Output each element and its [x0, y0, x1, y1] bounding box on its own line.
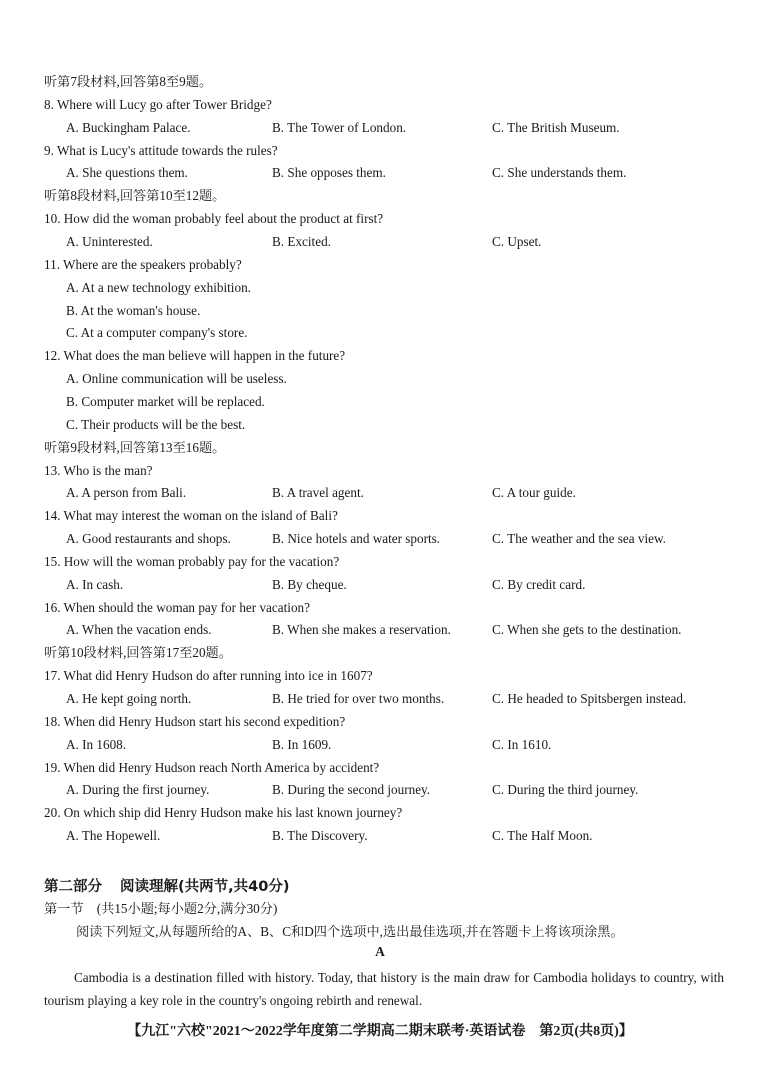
question-stem: 13. Who is the man? — [44, 462, 153, 478]
option-a: A. A person from Bali. — [66, 485, 187, 501]
section-one-heading: 第一节 (共15小题;每小题2分,满分30分) — [44, 901, 278, 916]
option-c: C. In 1610. — [492, 736, 552, 752]
option-a: A. Good restaurants and shops. — [66, 531, 231, 546]
option-a: A. In cash. — [66, 576, 124, 592]
option-a: A. Uninterested. — [66, 234, 153, 249]
option-a: A. Buckingham Palace. — [66, 119, 191, 135]
option-b: B. The Discovery. — [272, 828, 368, 844]
option-b: B. She opposes them. — [272, 165, 386, 181]
option-a: A. In 1608. — [66, 736, 127, 752]
passage-heading: A — [375, 944, 385, 959]
option: C. At a computer company's store. — [66, 325, 248, 341]
part-two-label: 第二部分 — [44, 879, 102, 895]
question-stem: 11. Where are the speakers probably? — [44, 256, 242, 272]
option-b: B. The Tower of London. — [272, 119, 407, 135]
passage-text: Cambodia is a destination filled with history. Today, that history is the main draw for Cambodia holidays to country, with tourism playing a key role in the country's ongoing rebirth and renewal. — [44, 970, 724, 1008]
question-stem: 8. Where will Lucy go after Tower Bridge? — [44, 96, 272, 112]
question-stem: 15. How will the woman probably pay for the vacation? — [44, 553, 340, 569]
question-stem: 18. When did Henry Hudson start his second expedition? — [44, 713, 346, 729]
option-c: C. He headed to Spitsbergen instead. — [492, 691, 687, 706]
question-stem: 10. How did the woman probably feel about the product at first? — [44, 211, 384, 227]
question-stem: 20. On which ship did Henry Hudson make his last known journey? — [44, 805, 403, 821]
option-a: A. When the vacation ends. — [66, 622, 212, 638]
option: B. Computer market will be replaced. — [66, 393, 265, 409]
part-two-title: 阅读理解(共两节,共40分) — [120, 879, 290, 895]
option-a: A. He kept going north. — [66, 691, 192, 706]
part-two-heading — [44, 875, 289, 896]
option-b: B. Excited. — [272, 234, 331, 249]
option-c: C. The Half Moon. — [492, 828, 593, 844]
reading-instructions: 阅读下列短文,从每题所给的A、B、C和D四个选项中,选出最佳选项,并在答题卡上将该项涂黑。 — [76, 924, 624, 939]
option-c: C. The weather and the sea view. — [492, 531, 666, 546]
option-a: A. During the first journey. — [66, 782, 210, 798]
option-c: C. During the third journey. — [492, 782, 639, 798]
question-stem: 9. What is Lucy's attitude towards the rules? — [44, 142, 278, 158]
question-stem: 14. What may interest the woman on the island of Bali? — [44, 508, 338, 524]
section-heading: 听第9段材料,回答第13至16题。 — [44, 439, 226, 455]
option: A. Online communication will be useless. — [66, 371, 287, 387]
option-b: B. By cheque. — [272, 576, 347, 592]
option: A. At a new technology exhibition. — [66, 279, 251, 295]
option-b: B. When she makes a reservation. — [272, 622, 451, 638]
option-c: C. A tour guide. — [492, 485, 576, 501]
question-stem: 17. What did Henry Hudson do after running into ice in 1607? — [44, 668, 373, 684]
option-b: B. Nice hotels and water sports. — [272, 531, 441, 546]
option-c: C. She understands them. — [492, 165, 627, 181]
question-stem: 16. When should the woman pay for her vacation? — [44, 599, 310, 615]
section-heading: 听第10段材料,回答第17至20题。 — [44, 645, 232, 661]
option-c: C. When she gets to the destination. — [492, 622, 682, 638]
option-c: C. Upset. — [492, 234, 542, 249]
option-b: B. During the second journey. — [272, 782, 431, 798]
section-heading: 听第7段材料,回答第8至9题。 — [44, 74, 213, 89]
option-b: B. In 1609. — [272, 736, 332, 752]
section-heading: 听第8段材料,回答第10至12题。 — [44, 188, 226, 204]
option-b: B. He tried for over two months. — [272, 691, 445, 706]
option-c: C. By credit card. — [492, 576, 586, 592]
option-a: A. The Hopewell. — [66, 828, 161, 844]
option-b: B. A travel agent. — [272, 485, 364, 501]
question-stem: 12. What does the man believe will happen in the future? — [44, 348, 346, 364]
option-c: C. The British Museum. — [492, 119, 620, 135]
question-stem: 19. When did Henry Hudson reach North America by accident? — [44, 759, 380, 775]
page-footer: 【九江"六校"2021～2022学年度第二学期高二期末联考·英语试卷 第2页(共8页)】 — [127, 1024, 633, 1039]
option: C. Their products will be the best. — [66, 416, 246, 432]
option-a: A. She questions them. — [66, 165, 188, 181]
option: B. At the woman's house. — [66, 302, 201, 318]
